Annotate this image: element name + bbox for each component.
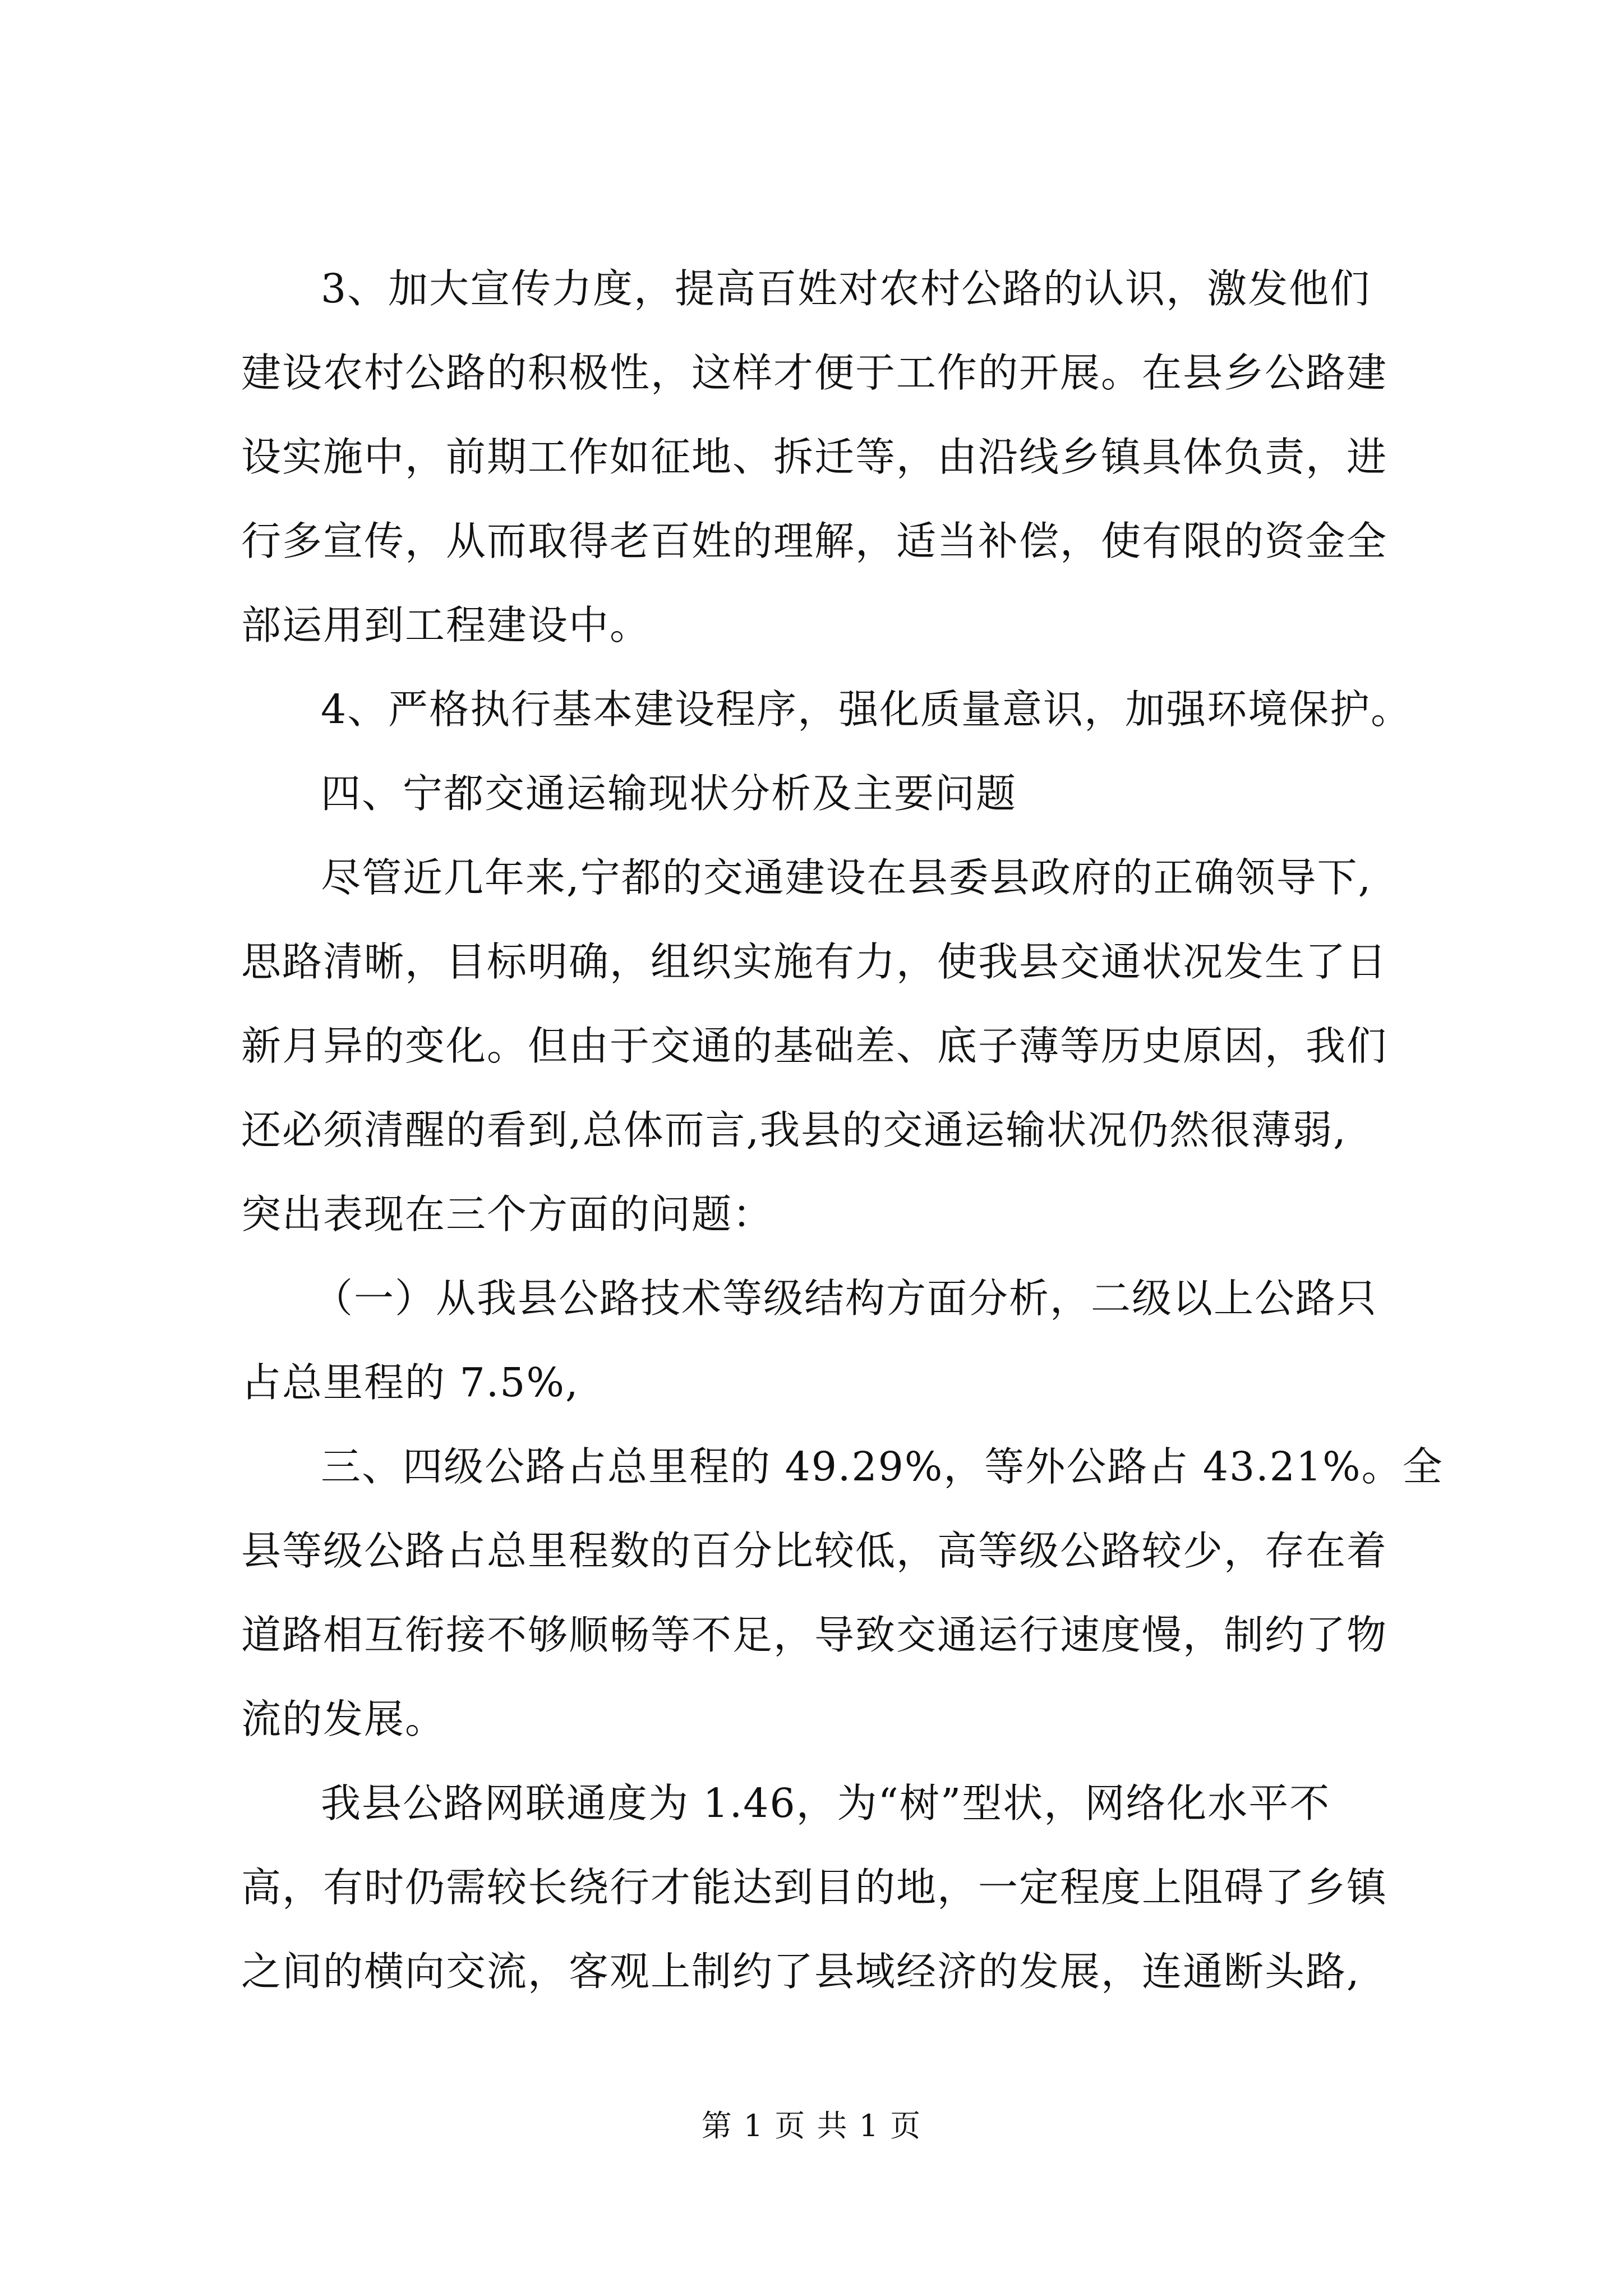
paragraph-line: 设实施中，前期工作如征地、拆迁等，由沿线乡镇具体负责，进 — [241, 434, 1388, 480]
paragraph-line: 之间的横向交流，客观上制约了县域经济的发展，连通断头路, — [241, 1948, 1361, 1995]
paragraph-line: 流的发展。 — [241, 1696, 446, 1742]
paragraph-line: 3、加大宣传力度，提高百姓对农村公路的认识，激发他们 — [321, 265, 1371, 312]
paragraph-line: 高，有时仍需较长绕行才能达到目的地，一定程度上阻碍了乡镇 — [241, 1864, 1388, 1911]
paragraph-line: 还必须清醒的看到,总体而言,我县的交通运输状况仍然很薄弱, — [241, 1107, 1347, 1153]
paragraph-line: 占总里程的 7.5%, — [241, 1359, 579, 1406]
paragraph-line: 思路清晰，目标明确，组织实施有力，使我县交通状况发生了日 — [241, 938, 1388, 985]
paragraph-line: （一）从我县公路技术等级结构方面分析，二级以上公路只 — [313, 1275, 1378, 1322]
paragraph-line: 4、严格执行基本建设程序，强化质量意识，加强环境保护。 — [321, 686, 1412, 733]
section-heading: 四、宁都交通运输现状分析及主要问题 — [321, 770, 1017, 817]
paragraph-line: 尽管近几年来,宁都的交通建设在县委县政府的正确领导下, — [321, 854, 1372, 901]
paragraph-line: 新月异的变化。但由于交通的基础差、底子薄等历史原因，我们 — [241, 1023, 1388, 1069]
paragraph-line: 县等级公路占总里程数的百分比较低，高等级公路较少，存在着 — [241, 1527, 1388, 1574]
paragraph-line: 我县公路网联通度为 1.46，为“树”型状，网络化水平不 — [321, 1780, 1331, 1826]
paragraph-line: 行多宣传，从而取得老百姓的理解，适当补偿，使有限的资金全 — [241, 518, 1388, 564]
paragraph-line: 道路相互衔接不够顺畅等不足，导致交通运行速度慢，制约了物 — [241, 1612, 1388, 1658]
paragraph-line: 部运用到工程建设中。 — [241, 602, 651, 648]
paragraph-line: 三、四级公路占总里程的 49.29%，等外公路占 43.21%。全 — [321, 1443, 1444, 1490]
paragraph-line: 建设农村公路的积极性，这样才便于工作的开展。在县乡公路建 — [241, 349, 1388, 396]
paragraph-line: 突出表现在三个方面的问题： — [241, 1191, 774, 1237]
page-footer: 第 1 页 共 1 页 — [701, 2108, 922, 2143]
